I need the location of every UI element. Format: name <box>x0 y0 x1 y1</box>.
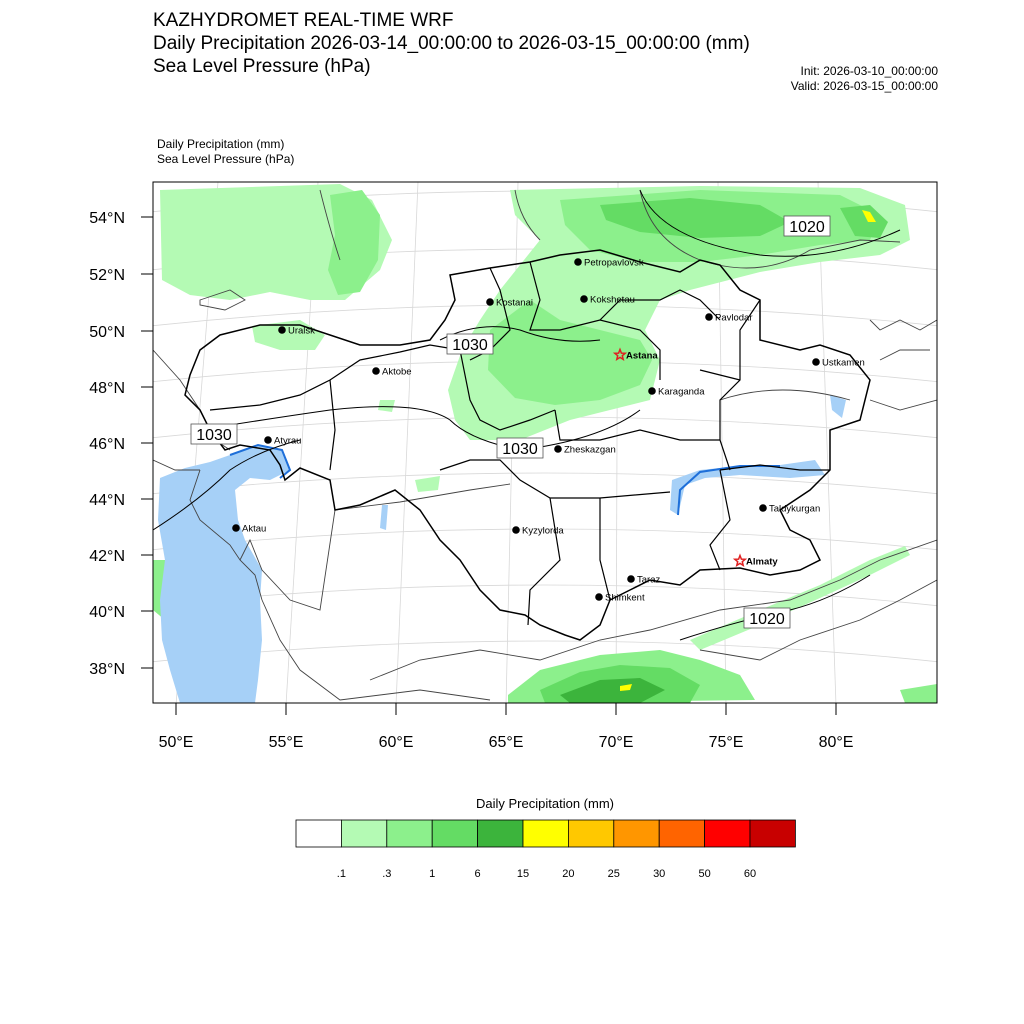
lon-label: 50°E <box>158 734 194 751</box>
field-label-slp: Sea Level Pressure (hPa) <box>157 152 295 166</box>
city-label: Atyrau <box>274 435 302 447</box>
lat-label: 38°N <box>89 661 125 678</box>
colorbar <box>296 820 795 847</box>
colorbar-swatch <box>387 820 432 847</box>
city-dot-icon <box>264 436 272 444</box>
isobar-label <box>191 424 237 444</box>
city-petropavlovsk <box>574 258 644 269</box>
colorbar-swatch <box>523 820 568 847</box>
city-dot-icon <box>595 593 603 601</box>
lon-label: 80°E <box>818 734 854 751</box>
lon-label: 55°E <box>268 734 304 751</box>
colorbar-tick-label: .3 <box>382 868 392 880</box>
colorbar-swatch <box>432 820 477 847</box>
lat-label: 46°N <box>89 436 125 453</box>
colorbar-tick-label: 30 <box>653 868 666 880</box>
city-label: Petropavlovsk <box>584 257 644 269</box>
colorbar-swatch <box>478 820 523 847</box>
lon-label: 65°E <box>488 734 524 751</box>
colorbar-swatch <box>568 820 613 847</box>
city-dot-icon <box>232 524 240 532</box>
lat-label: 48°N <box>89 380 125 397</box>
city-label: Ustkamen <box>822 357 865 369</box>
colorbar-tick-label: 25 <box>607 868 620 880</box>
lat-label: 52°N <box>89 267 125 284</box>
city-label: Aktobe <box>382 366 412 378</box>
lat-axis <box>89 210 125 678</box>
colorbar-swatch <box>705 820 750 847</box>
city-label: Karaganda <box>658 386 705 398</box>
city-label: Aktau <box>242 523 267 535</box>
colorbar-tick-label: 1 <box>429 868 436 880</box>
isobar-label <box>784 216 830 236</box>
lat-label: 42°N <box>89 548 125 565</box>
city-dot-icon <box>759 504 767 512</box>
lon-label: 60°E <box>378 734 414 751</box>
city-label: Almaty <box>746 556 778 568</box>
lat-label: 50°N <box>89 324 125 341</box>
city-dot-icon <box>705 313 713 321</box>
isobar-label <box>497 438 543 458</box>
isobar-value: 1020 <box>749 611 785 628</box>
colorbar-tick-label: 60 <box>743 868 757 880</box>
lat-label: 54°N <box>89 210 125 227</box>
city-label: Taraz <box>637 574 661 586</box>
isobar-label <box>447 334 493 354</box>
city-zheskazgan <box>554 445 616 456</box>
colorbar-ticks <box>337 868 756 880</box>
city-dot-icon <box>486 298 494 306</box>
slp-title: Sea Level Pressure (hPa) <box>153 56 371 77</box>
city-dot-icon <box>580 295 588 303</box>
lon-label: 70°E <box>598 734 634 751</box>
isobar-value: 1020 <box>789 219 825 236</box>
lon-axis <box>159 734 854 751</box>
city-label: Kyzylorda <box>522 525 564 537</box>
isobar-value: 1030 <box>452 337 488 354</box>
lon-label: 75°E <box>708 734 744 751</box>
city-dot-icon <box>512 526 520 534</box>
colorbar-title: Daily Precipitation (mm) <box>476 796 614 811</box>
colorbar-swatch <box>296 820 341 847</box>
city-label: Kokshetau <box>590 294 635 306</box>
map-title: KAZHYDROMET REAL-TIME WRF <box>153 10 454 31</box>
colorbar-swatch <box>341 820 386 847</box>
colorbar-tick-label: 15 <box>516 868 530 880</box>
colorbar-swatch <box>750 820 795 847</box>
city-dot-icon <box>372 367 380 375</box>
lat-label: 44°N <box>89 492 125 509</box>
init-time: Init: 2026-03-10_00:00:00 <box>800 64 938 78</box>
city-label: Pavlodar <box>715 312 753 324</box>
city-label: Kostanai <box>496 297 533 309</box>
city-label: Zheskazgan <box>564 444 616 456</box>
city-dot-icon <box>278 326 286 334</box>
lat-label: 40°N <box>89 604 125 621</box>
isobar-value: 1030 <box>502 441 538 458</box>
precip-period-title: Daily Precipitation 2026-03-14_00:00:00 to 2026-03-15_00:00:00 (mm) <box>153 33 750 54</box>
colorbar-tick-label: .1 <box>336 868 346 880</box>
city-label: Uralsk <box>288 325 315 337</box>
isobar-label <box>744 608 790 628</box>
city-taldykurgan <box>759 504 820 515</box>
city-label: Astana <box>626 350 658 362</box>
colorbar-swatch <box>614 820 659 847</box>
city-dot-icon <box>554 445 562 453</box>
city-label: Taldykurgan <box>769 503 821 515</box>
city-dot-icon <box>648 387 656 395</box>
colorbar-tick-label: 20 <box>562 868 575 880</box>
city-dot-icon <box>812 358 820 366</box>
city-dot-icon <box>627 575 635 583</box>
valid-time: Valid: 2026-03-15_00:00:00 <box>790 79 938 93</box>
city-label: Shimkent <box>605 592 645 604</box>
colorbar-tick-label: 6 <box>474 868 481 880</box>
colorbar-swatch <box>659 820 704 847</box>
city-dot-icon <box>574 258 582 266</box>
colorbar-tick-label: 50 <box>698 868 711 880</box>
isobar-value: 1030 <box>196 427 232 444</box>
field-label-precip: Daily Precipitation (mm) <box>157 137 285 151</box>
